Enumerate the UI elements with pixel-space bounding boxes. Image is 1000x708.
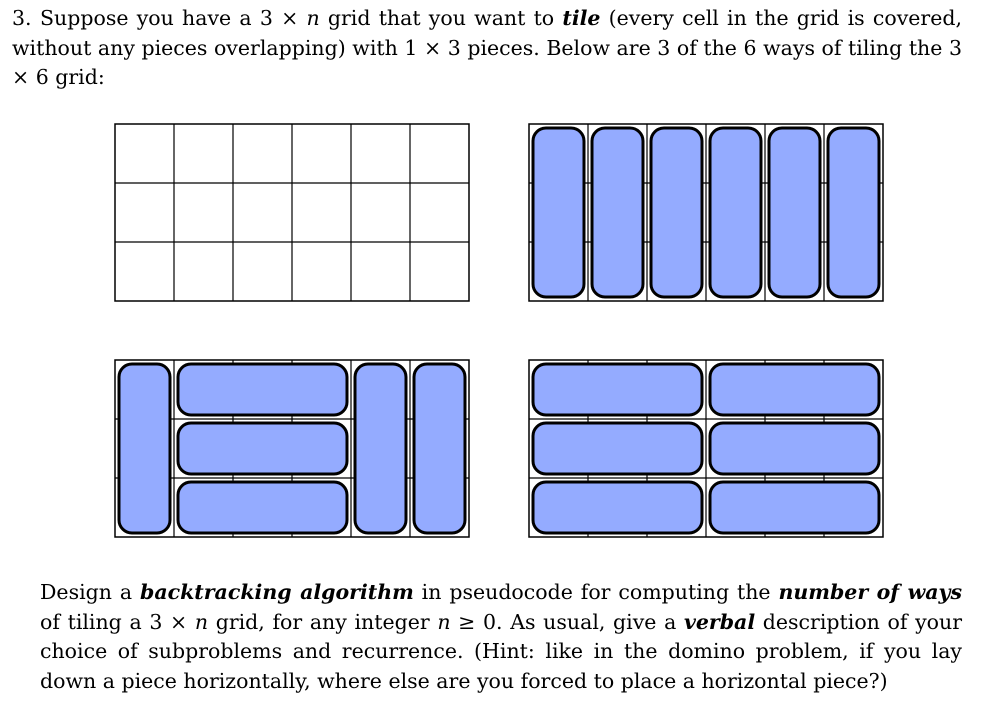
design-text-part: of tiling a 3 × — [40, 609, 195, 634]
horizontal-piece — [178, 482, 347, 533]
problem-text-part: (every cell in the grid is covered, without any pieces overlapping) with 1 × 3 pieces. Below are 3 of the 6 ways of tiling the 3 × 6 grid: — [12, 6, 962, 89]
horizontal-piece — [533, 423, 702, 474]
term-tile: tile — [562, 6, 601, 30]
horizontal-piece — [710, 423, 879, 474]
design-text-part: Design a — [40, 580, 140, 604]
vertical-piece — [533, 128, 584, 297]
vertical-piece — [592, 128, 643, 297]
vertical-piece — [651, 128, 702, 297]
vertical-piece — [710, 128, 761, 297]
design-text-part: ≥ 0. As usual, give a — [450, 609, 684, 634]
all-vertical-tiling — [529, 124, 883, 301]
vertical-piece — [119, 364, 170, 533]
horizontal-piece — [710, 482, 879, 533]
design-prompt — [40, 578, 962, 696]
vertical-piece — [828, 128, 879, 297]
mixed-tiling — [115, 360, 469, 537]
horizontal-piece — [178, 364, 347, 415]
design-text-part: in pseudocode for computing the — [413, 580, 779, 604]
horizontal-piece — [710, 364, 879, 415]
problem-text-part: Suppose you have a 3 × — [40, 6, 307, 30]
variable-n: n — [306, 6, 320, 30]
design-text-part: grid, for any integer — [208, 609, 438, 634]
vertical-piece — [414, 364, 465, 533]
vertical-piece — [769, 128, 820, 297]
horizontal-piece — [533, 364, 702, 415]
empty-grid — [115, 124, 469, 301]
horizontal-piece — [533, 482, 702, 533]
problem-number: 3. — [12, 6, 32, 30]
design-text-part: description of your choice of subproblems and recurrence. (Hint: like in the domino problem, if you lay down a piece horizontally, where else are you forced to place a horizontal piece?) — [40, 609, 963, 693]
variable-n: n — [437, 609, 451, 634]
problem-text-part: grid that you want to — [319, 6, 563, 30]
variable-n: n — [194, 609, 209, 634]
horizontal-piece — [178, 423, 347, 474]
term-number-of-ways: number of ways — [778, 580, 963, 604]
term-verbal: verbal — [683, 609, 756, 634]
vertical-piece — [355, 364, 406, 533]
all-horizontal-tiling — [529, 360, 883, 537]
term-backtracking-algorithm: backtracking algorithm — [139, 580, 414, 604]
